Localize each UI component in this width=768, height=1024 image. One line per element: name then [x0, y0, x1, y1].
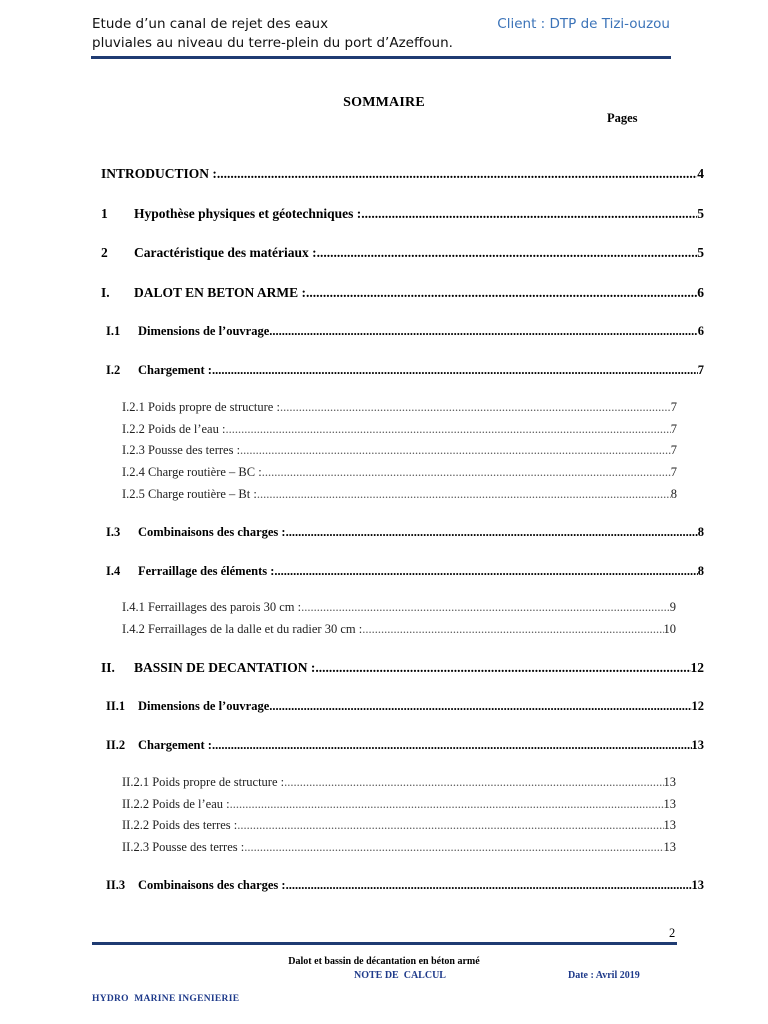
toc-number: II.1: [106, 699, 126, 713]
toc-page-number: 7: [670, 443, 677, 457]
pages-label: Pages: [607, 111, 638, 125]
toc-label: Combinaisons des charges :: [138, 525, 286, 539]
footer-divider: [92, 942, 677, 945]
toc-leader-dots: [317, 245, 698, 261]
toc-page-number: 13: [663, 775, 676, 789]
toc-label: Chargement :: [138, 363, 212, 377]
toc-page-number: 7: [670, 422, 677, 436]
toc-number: II.: [101, 660, 115, 675]
toc-entry-hypothese[interactable]: [101, 206, 704, 222]
toc-entry-i41[interactable]: [122, 600, 676, 615]
toc-label: I.2.2 Poids de l’eau :: [122, 422, 226, 436]
toc-page-number: 10: [663, 622, 676, 636]
footer-doc-title: Dalot et bassin de décantation en béton armé: [288, 956, 480, 967]
toc-leader-dots: [212, 363, 698, 378]
toc-label: II.2.3 Pousse des terres :: [122, 840, 245, 854]
toc-leader-dots: [240, 443, 671, 458]
toc-leader-dots: [284, 775, 663, 790]
toc-label: Combinaisons des charges :: [138, 878, 286, 892]
toc-leader-dots: [257, 487, 671, 502]
toc-page-number: 13: [691, 738, 704, 752]
page-number: 2: [669, 926, 676, 940]
toc-number: I.1: [106, 324, 121, 338]
toc-page-number: 8: [697, 564, 704, 578]
toc-page-number: 13: [663, 818, 676, 832]
toc-entry-bassin[interactable]: [101, 660, 704, 676]
toc-label: II.2.2 Poids des terres :: [122, 818, 238, 832]
toc-number: I.2: [106, 363, 121, 377]
toc-leader-dots: [362, 622, 663, 637]
toc-leader-dots: [280, 400, 671, 415]
toc-leader-dots: [244, 840, 663, 855]
toc-entry-ii1[interactable]: [106, 699, 704, 714]
toc-entry-i4[interactable]: [106, 564, 704, 579]
toc-leader-dots: [361, 206, 697, 222]
toc-label: BASSIN DE DECANTATION :: [134, 660, 316, 675]
toc-page-number: 7: [670, 400, 677, 414]
toc-label: II.2.2 Poids de l’eau :: [122, 797, 230, 811]
toc-label: Caractéristique des matériaux :: [134, 245, 317, 260]
toc-entry-ii22b[interactable]: [122, 818, 676, 833]
toc-leader-dots: [286, 878, 692, 893]
footer-date: Date : Avril 2019: [568, 970, 640, 981]
toc-leader-dots: [237, 818, 663, 833]
toc-entry-i42[interactable]: [122, 622, 676, 637]
header-title: [92, 15, 453, 53]
toc-page-number: 13: [691, 878, 704, 892]
toc-page-number: 6: [697, 324, 704, 338]
toc-label: Dimensions de l’ouvrage: [138, 699, 270, 713]
toc-label: I.2.4 Charge routière – BC :: [122, 465, 262, 479]
toc-leader-dots: [262, 465, 671, 480]
sommaire-title: SOMMAIRE: [343, 95, 425, 110]
toc-leader-dots: [315, 660, 690, 676]
toc-entry-introduction[interactable]: [101, 166, 704, 182]
header-client: Client : DTP de Tizi-ouzou: [497, 16, 670, 32]
toc-label: I.2.5 Charge routière – Bt :: [122, 487, 257, 501]
toc-entry-i25[interactable]: [122, 487, 677, 502]
toc-page-number: 12: [691, 699, 704, 713]
toc-page-number: 8: [670, 487, 677, 501]
toc-entry-caracteristique[interactable]: [101, 245, 704, 261]
toc-leader-dots: [225, 422, 670, 437]
toc-entry-i3[interactable]: [106, 525, 704, 540]
toc-label: Dimensions de l’ouvrage: [138, 324, 270, 338]
footer-company: HYDRO MARINE INGENIERIE: [92, 994, 240, 1004]
toc-page-number: 7: [670, 465, 677, 479]
toc-entry-ii2[interactable]: [106, 738, 704, 753]
toc-page-number: 13: [663, 797, 676, 811]
toc-leader-dots: [274, 564, 697, 579]
toc-leader-dots: [212, 738, 692, 753]
toc-label: I.4.1 Ferraillages des parois 30 cm :: [122, 600, 302, 614]
toc-entry-ii22[interactable]: [122, 797, 676, 812]
toc-entry-dalot[interactable]: [101, 285, 704, 301]
toc-entry-i21[interactable]: [122, 400, 677, 415]
toc-leader-dots: [286, 525, 698, 540]
header-title-line2: pluviales au niveau du terre-plein du port d’Azeffoun.: [92, 35, 453, 51]
toc-page-number: 13: [663, 840, 676, 854]
toc-number: I.3: [106, 525, 121, 539]
toc-leader-dots: [301, 600, 670, 615]
toc-label: Hypothèse physiques et géotechniques :: [134, 206, 362, 221]
toc-number: 1: [101, 206, 108, 221]
toc-label: Chargement :: [138, 738, 212, 752]
toc-page-number: 4: [697, 166, 704, 181]
toc-entry-ii23[interactable]: [122, 840, 676, 855]
header-title-line1: Etude d’un canal de rejet des eaux: [92, 16, 329, 32]
toc-page-number: 6: [697, 285, 704, 300]
toc-leader-dots: [269, 699, 691, 714]
toc-label: DALOT EN BETON ARME :: [134, 285, 307, 300]
toc-page-number: 5: [697, 206, 704, 221]
toc-number: II.2: [106, 738, 126, 752]
toc-number: I.: [101, 285, 110, 300]
toc-number: I.4: [106, 564, 121, 578]
toc-label: I.2.3 Pousse des terres :: [122, 443, 241, 457]
toc-label: II.2.1 Poids propre de structure :: [122, 775, 285, 789]
toc-page-number: 12: [690, 660, 704, 675]
toc-page-number: 7: [697, 363, 704, 377]
toc-entry-i1[interactable]: [106, 324, 704, 339]
toc-label: I.2.1 Poids propre de structure :: [122, 400, 280, 414]
toc-page-number: 8: [697, 525, 704, 539]
toc-number: 2: [101, 245, 108, 260]
toc-leader-dots: [217, 166, 697, 182]
toc-leader-dots: [230, 797, 664, 812]
toc-entry-ii3[interactable]: [106, 878, 704, 893]
toc-entry-i22[interactable]: [122, 422, 677, 437]
toc-leader-dots: [269, 324, 698, 339]
toc-entry-i23[interactable]: [122, 443, 677, 458]
toc-entry-i2[interactable]: [106, 363, 704, 378]
toc-page-number: 9: [669, 600, 676, 614]
header-divider: [91, 56, 671, 59]
toc-leader-dots: [306, 285, 697, 301]
toc-page-number: 5: [697, 245, 704, 260]
toc-label: INTRODUCTION :: [101, 166, 217, 181]
toc-label: Ferraillage des éléments :: [138, 564, 275, 578]
toc-entry-i24[interactable]: [122, 465, 677, 480]
footer-note: NOTE DE CALCUL: [354, 970, 446, 981]
toc-label: I.4.2 Ferraillages de la dalle et du radier 30 cm :: [122, 622, 363, 636]
toc-number: II.3: [106, 878, 126, 892]
toc-entry-ii21[interactable]: [122, 775, 676, 790]
